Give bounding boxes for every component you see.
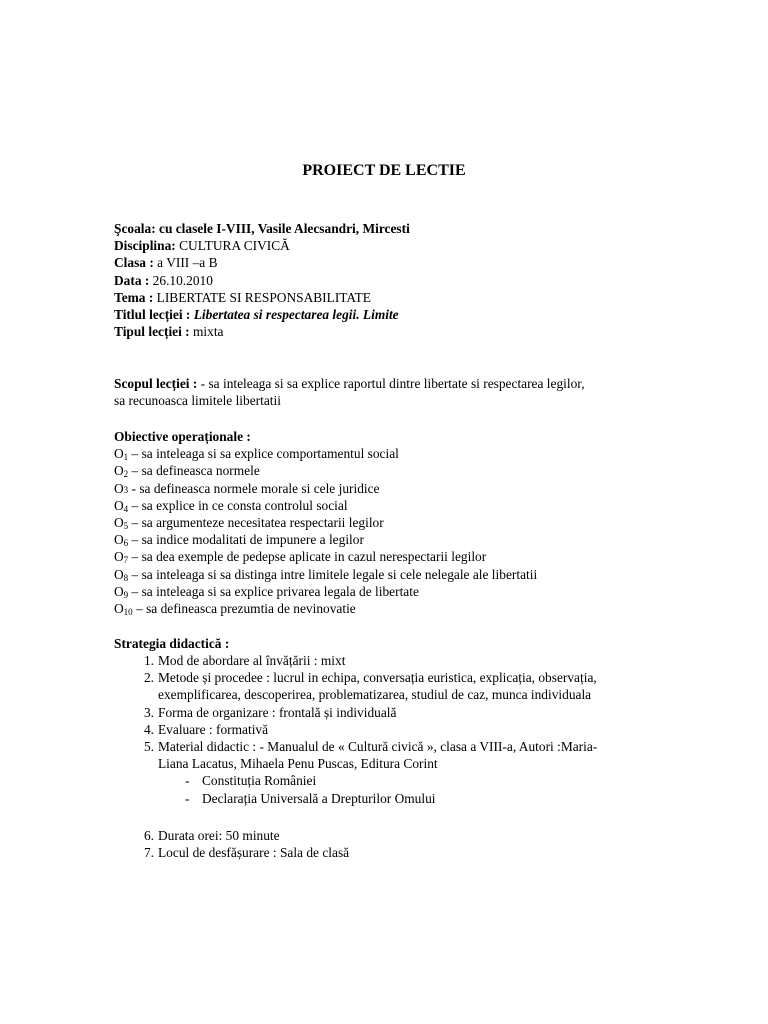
field-data-label: Data : (114, 272, 150, 288)
field-titlul-label: Titlul lecției : (114, 306, 191, 322)
field-titlul (114, 306, 674, 323)
list-item: 6. Durata orei: 50 minute (143, 828, 280, 843)
field-tema-label: Tema : (114, 289, 154, 305)
field-data (114, 272, 674, 289)
list-item: 2. Metode și procedee : lucrul in echipa, conversația euristica, explicația, observația, exemplificarea, descoperirea, problematizarea, studiul de caz, munca individuala (143, 670, 597, 703)
field-clasa-value: a VIII –a B (153, 255, 218, 271)
strategia-list-continued (114, 827, 714, 861)
header-fields (114, 220, 674, 340)
obiectiv-item: O3 - sa defineasca normele morale si cele juridice (114, 480, 380, 496)
field-data-value: 26.10.2010 (149, 272, 213, 288)
obiectiv-item: $O_8$ – sa inteleaga si sa distinga intre limitele legale si cele nelegale ale libertatii (114, 566, 538, 583)
obiective-section (114, 428, 674, 617)
list-item: 5. Material didactic : - Manualul de « Cultură civică », clasa a VIII-a, Autori :Maria- Liana Lacatus, Mihaela Penu Puscas, Editura Corint (143, 738, 598, 772)
obiective-heading: Obiective operaționale : (114, 429, 251, 444)
field-tipul-label: Tipul lecției : (114, 324, 190, 340)
field-disciplina-value: CULTURA CIVICĂ (175, 238, 290, 254)
field-clasa-label: Clasa : (114, 255, 154, 271)
field-tema-value: LIBERTATE SI RESPONSABILITATE (153, 289, 371, 305)
strategia-heading: Strategia didactică : (114, 636, 230, 651)
scopul-line-2: sa recunoasca limitele libertatii (114, 393, 281, 409)
sub-list-item: - Declarația Universală a Drepturilor Omului (185, 790, 436, 806)
list-item: 1. Mod de abordare al învățării : mixt (143, 653, 346, 668)
strategia-heading-block (114, 635, 674, 652)
page-title: PROIECT DE LECTIE (302, 162, 466, 179)
field-disciplina-label: Disciplina: (114, 238, 176, 254)
sub-list-item: - Constituția României (185, 773, 317, 789)
obiectiv-item: $O_4$ – sa explice in ce consta controlul social (114, 497, 348, 514)
obiectiv-item: $O_7$ – sa dea exemple de pedepse aplicate in cazul nerespectarii legilor (114, 549, 487, 566)
field-tema (114, 289, 674, 306)
field-tipul-value: mixta (189, 324, 224, 340)
list-item: 7. Locul de desfășurare : Sala de clasă (143, 845, 350, 861)
scopul-text-1: - sa inteleaga si sa explice raportul dintre libertate si respectarea legilor, (197, 376, 585, 391)
field-tipul (114, 323, 674, 340)
scopul-line-1 (114, 375, 674, 392)
field-scoala (114, 220, 674, 237)
obiectiv-item: $O_2$ – sa defineasca normele (114, 463, 260, 480)
obiectiv-item: $O_1$ – sa inteleaga si sa explice comportamentul social (114, 446, 399, 463)
field-clasa (114, 254, 674, 271)
obiectiv-item: $O_{10}$ – sa defineasca prezumtia de nevinovatie (114, 600, 356, 617)
obiectiv-item: $O_6$ – sa indice modalitati de impunere a legilor (114, 532, 364, 549)
field-disciplina (114, 237, 674, 254)
list-item: 4. Evaluare : formativă (143, 721, 269, 737)
field-titlul-value: Libertatea si respectarea legii. Limite (190, 306, 399, 322)
field-scoala-value: cu clasele I-VIII, Vasile Alecsandri, Mircesti (155, 221, 410, 236)
field-scoala-label: Şcoala: (114, 221, 156, 236)
obiectiv-item: $O_9$ – sa inteleaga si sa explice privarea legala de libertate (114, 583, 419, 600)
list-item: 3. Forma de organizare : frontală și individuală (143, 704, 397, 720)
strategia-list (114, 652, 714, 807)
scopul-label: Scopul lecției : (114, 376, 198, 391)
obiectiv-item: $O_5$ – sa argumenteze necesitatea respectarii legilor (114, 514, 384, 531)
scopul-section (114, 375, 674, 409)
